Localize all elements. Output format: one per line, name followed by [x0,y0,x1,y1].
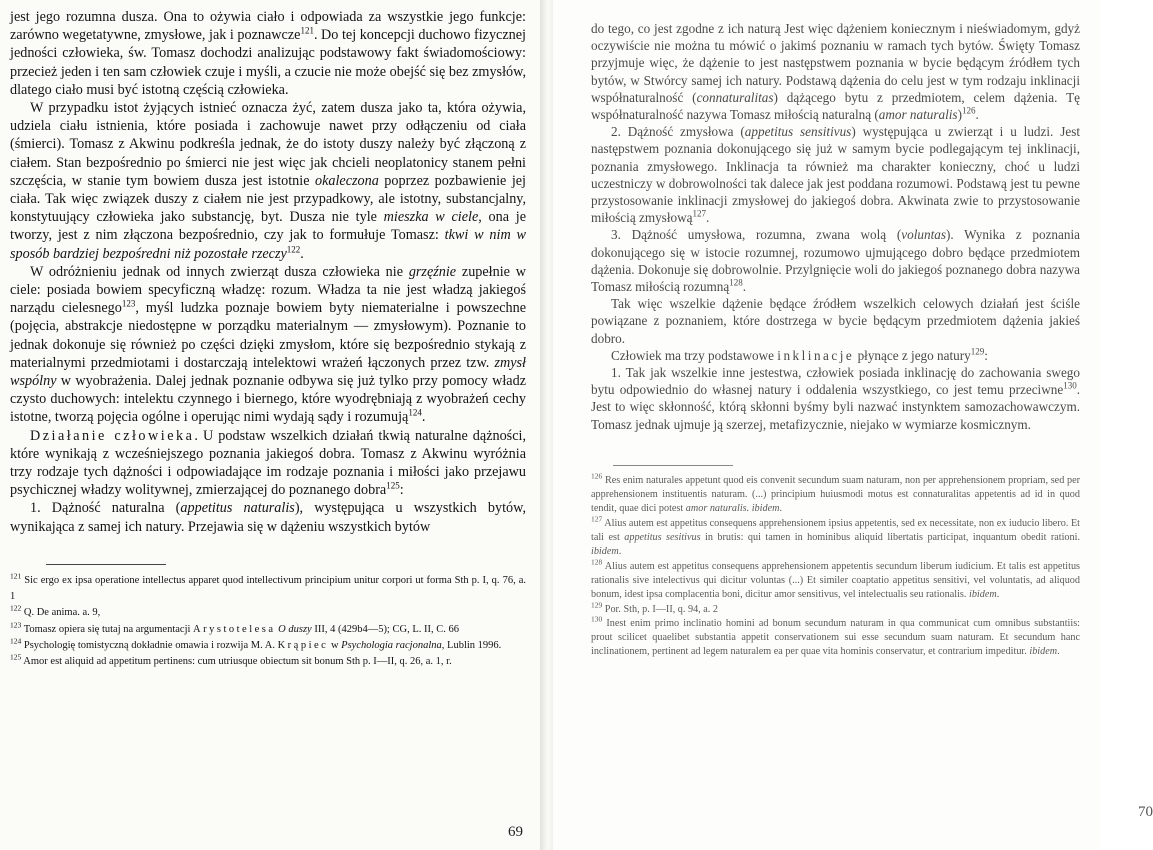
paragraph [591,364,1080,433]
text-run: Res enim naturales appetunt quod eis convenit secundum suam naturam, non per apprehensionem propriam, sed per apprehensionem instituentis naturam. (...) principium huiusmodi motus est connaturalitas appetentis ad id in quod tendit, quae dici potest [591,474,1080,515]
text-run: . [705,210,710,226]
text-run: . [1057,646,1060,658]
italic-text: O duszy [278,623,312,635]
text-run: 1. Dążność naturalna ( [30,500,181,517]
italic-text: zmysł wspólny [10,354,526,390]
text-run: . [742,279,747,295]
paragraph [591,347,1080,364]
superscript: 128 [591,557,603,567]
footnote [10,573,526,606]
italic-text: mieszka w ciele [383,209,479,226]
text-run: Tak więc wszelkie dążenie będące źródłem wszelkich celowych działań jest ściśle powiązane z poznaniem, które dostrzega w bycie będącym przedmiotem dążenia jakieś dobro. [591,296,1080,346]
text-run: ) występująca u zwierząt i u ludzi. Jest następstwem poznania dokonującego się już w samym bycie podlegającym tej inklinacji, poznania zmysłowego. Inklinacja ta również ma charakter konieczny, choć u ludzi uczestniczy w dobrowolności tak dalece jak jest poddana rozumowi. Podstawą jest tu pewne przystosowanie inklinacji zmysłowej do jakiegoś dobra. Akwinata zwie to przystosowanie miłością zmysłową [591,124,1080,226]
italic-text: voluntas [901,227,946,243]
superscript: 123 [10,620,22,630]
italic-text: connaturalitas [696,89,774,105]
footnote [591,557,1081,603]
text-run: ) [957,107,962,123]
text-run: in brutis: qui tamen in hominibus aliquid libertatis participat, inquantum obedit rationi. [700,532,1081,544]
footnote-ref: 123 [121,298,136,309]
italic-text: ibidem [591,546,619,558]
paragraph [10,499,526,535]
page-number: 70 [1138,804,1153,820]
text-run: . [996,589,1000,601]
text-run: ), występująca u wszystkich bytów, wynikająca z samej ich natury. Przejawia się w dążeniu wszystkich bytów [10,500,526,535]
paragraph [591,295,1080,347]
text-run: Psychologię tomistyczną dokładnie omawia i rozwija M. A. [23,640,278,652]
text-run: Q. De anima. a. 9, [23,607,101,619]
superscript: 125 [10,652,22,662]
text-run: w wyobrażenia. Dalej jednak poznanie odbywa się już tylko przy pomocy władz czysto duchowych: intelektu czynnego i biernego, które wyodrębniają z wyobrażeń cechy istotne, tworzą pojęcia ogólne i operując nimi wydają sądy i rozumują [10,373,526,426]
text-run: . [300,245,304,262]
text-run: , myśl ludzka poznaje bowiem byty niematerialne i powszechne (pojęcia, abstrakcje niedostępne w porządku materialnym — zmysłowym). Poznanie to jednak dokonuje się również po części dzięki zmysłom, które się bezpośrednio stykają z materialnymi przedmiotami i dostarczają intelektowi wrażeń łączonych przez tzw. [10,300,526,371]
text-run: : [984,347,988,363]
text-run: . U podstaw wszelkich działań tkwią naturalne dążności, które wynikają z wcześniejszego poznania jakiegoś dobra. Tomasz z Akwinu wyróżnia trzy rodzaje tych dążności i odpowiadające im rodzaje poznania i miłości jako przejawu psychicznej władzy wolitywnej, zmierzającej do poznanego dobra [10,427,526,499]
italic-text: ibidem [969,589,997,601]
text-run: . Do tej koncepcji duchowo fizycznej jedności człowieka, św. Tomasz dochodzi analizując podstawowy fakt świadomościowy: przecież jeden i ten sam człowiek czuje i myśli, a czucie nie może obejść się bez zmysłów, dlatego ciało musi być istotną częścią człowieka. [10,27,526,98]
text-run: , ona je tworzy, jest z nim złączona bezpośrednio, czy jak to formułuje Tomasz: [10,209,526,244]
footnote [591,614,1081,660]
section-heading: Działanie człowieka [30,427,195,444]
paragraph [10,99,526,263]
footnote [591,514,1081,560]
text-run: 3. Dążność umysłowa, rozumna, zwana wolą ( [611,227,902,243]
text-run: Por. Sth, p. I—II, q. 94, a. 2 [604,603,718,615]
footnote [10,605,526,621]
left-page [0,0,540,850]
paragraph [10,427,526,500]
text-run: 2. Dążność zmysłowa ( [611,124,745,140]
text-run: . [421,409,426,426]
text-run: Sic ergo ex ipsa operatione intellectus apparet quod intellectivum principium unitur corpori ut forma Sth p. I, q. 76, a. 1 [10,574,526,603]
text-run: poprzez pozbawienie jej ciała. Tak więc związek duszy z ciałem nie jest przypadkowy, ale istotny, substancjalny, konstytuujący człowieka jako substancję, byt. Dusza nie tyle [10,172,526,226]
text-run: w [328,640,342,652]
text-run: W odróżnieniu jednak od innych zwierząt dusza człowieka nie [30,263,409,280]
text-run: ) dążącego bytu z przedmiotem, celem dążenia. Tę współnaturalność nazywa Tomasz miłością naturalną ( [591,89,1081,123]
italic-text: appetitus sensitivus [744,124,852,140]
superscript: 129 [591,600,603,610]
text-run: 1. Tak jak wszelkie inne jestestwa, człowiek posiada inklinację do zachowania swego bytu odpowiednio do własnej natury i oddalenia wszystkiego, co jest temu przeciwne [591,365,1080,398]
footnote-ref: 124 [408,407,422,418]
left-body-text [10,8,526,536]
text-run: Amor est aliquid ad appetitum pertinens: cum utriusque obiectum sit bonum Sth p. I—II, q. 26, a. 1, r. [23,656,452,668]
text-run: III, 4 (429b4—5); CG, L. II, C. 66 [311,623,459,635]
italic-text: amor naturalis. ibidem [685,503,780,515]
text-run: . [975,107,979,123]
italic-text: Psychologia racjonalna [341,640,442,652]
superscript: 124 [10,636,22,646]
footnote [591,600,1080,617]
superscript: 127 [591,514,603,524]
footnote [10,654,526,670]
text-run: . [779,503,783,515]
superscript: 122 [10,603,22,613]
text-run: Inest enim primo inclinatio homini ad bonum secundum naturam in qua communicat cum omnibus substantiis: prout scilicet quaelibet substantia appetit conservationem sui esse secundum suam naturam. Et secundum hanc inclinationem, pertinent ad legem naturalem ea per quae vita hominis conservatur, et contrarium impeditur. [591,617,1081,658]
footnote-ref: 130 [1063,380,1077,391]
paragraph [591,20,1080,123]
footnote [591,471,1080,517]
text-run: Krąpiec [277,640,329,652]
text-run: Człowiek ma trzy podstawowe [611,347,778,363]
text-run: jest jego rozumna dusza. Ona to ożywia ciało i odpowiada za wszystkie jego funkcje: zarówno wegetatywne, zmysłowe, jak i poznawcze [10,9,526,44]
paragraph [591,226,1080,295]
footnote-separator [613,465,733,466]
footnote [10,622,526,638]
text-run: . Jest to więc skłonność, którą skłonni byśmy byli nazwać instynktem samozachowawczym. Tomasz jednak ujmuje ją szerzej, metafizycznie, niejako w wymiarze kosmicznym. [591,382,1080,432]
left-footnotes [10,573,526,671]
text-run: . [618,546,622,558]
italic-text: tkwi w nim w sposób bardziej bezpośredni niż pozostałe rzeczy [10,227,526,262]
footnote-separator [46,564,166,565]
footnote-ref: 125 [386,480,400,491]
footnote-ref: 121 [300,25,314,36]
footnote [10,638,526,654]
paragraph [10,263,526,427]
text-run: , Lublin 1996. [441,640,502,652]
text-run: Tomasz opiera się tutaj na argumentacji [23,623,194,635]
text-run: płynące z jego natury [854,347,971,363]
right-footnotes [591,471,1081,660]
right-page [553,0,1153,850]
italic-text: appetitus sesitivus [624,532,701,544]
superscript: 121 [10,571,22,581]
footnote-ref: 129 [970,346,985,357]
text-run: zupełnie w ciele: posiada bowiem specyficzną władzę: rozum. Władza ta nie jest władzą jakiegoś narządu cielesnego [10,263,526,317]
text-run: Alius autem est appetitus consequens apprehensionem ipsius appetentis, sed ex necessitate, non ex iuducio libero. Et tali est [591,517,1080,544]
footnote-ref: 126 [961,105,976,116]
footnote-ref: 122 [286,243,301,254]
text-run: inklinacje [777,347,855,363]
text-run: Arystotelesa [193,623,276,635]
right-body-text [591,20,1080,433]
text-run: do tego, co jest zgodne z ich naturą Jest więc dążeniem koniecznym i nieświadomym, gdyż oczywiście nie można tu mówić o jakimś poznaniu w ramach tych bytów. Święty Tomasz przyjmuje więc, że dążenie to jest następstwem poznania w bycie będącym źródłem tych bytów, w Stwórcy samej ich natury. Podstawą dążenia do celu jest w tym rodzaju inklinacji współnaturalność ( [591,21,1080,105]
superscript: 126 [591,471,603,481]
text-run: : [399,482,404,499]
italic-text: ibidem [1029,646,1058,658]
paragraph [10,8,526,99]
footnote-ref: 127 [692,208,706,219]
superscript: 130 [591,614,603,624]
italic-text: grzęźnie [408,263,457,280]
book-gutter [540,0,553,850]
page-number: 69 [508,824,523,840]
italic-text: appetitus naturalis [180,500,295,517]
footnote-ref: 128 [729,277,743,288]
italic-text: amor naturalis [878,107,958,123]
text-run: Alius autem est appetitus consequens apprehensionem appetentis secundum liberum iudicium. Et talis est appetitus rationalis sive intelectivus qui dicitur voluntas (...) Et similer coaptatio appetitus sensitivi, vel voluntatis, ad aliquod bonum, idest ipsa complacentia boni, dicitur amor sensitivus, vel intelectualis seu rationalis. [591,560,1081,601]
italic-text: okaleczona [314,172,379,189]
paragraph [591,123,1080,226]
text-run: W przypadku istot żyjących istnieć oznacza żyć, zatem dusza jako ta, która ożywia, udziela ciału istnienia, które posiada i zachowuje nawet przy odłączeniu od ciała (śmierci). Tomasz z Akwinu podkreśla jednak, że do istoty duszy należy być złączoną z ciałem. Stan bezpośrednio po śmierci nie jest więc jak chcieli neoplatonicy stanem pełni szczęścia, w stanie tym bowiem dusza jest istotnie [10,100,526,189]
text-run: ). Wynika z poznania dokonującego się w istocie rozumnej, rozumowo ujmującego dobro będące przedmiotem dążenia. Dokonuje się dobrowolnie. Przylgnięcie woli do jakiegoś poznanego dobra nazywa Tomasz miłością rozumną [591,227,1080,295]
